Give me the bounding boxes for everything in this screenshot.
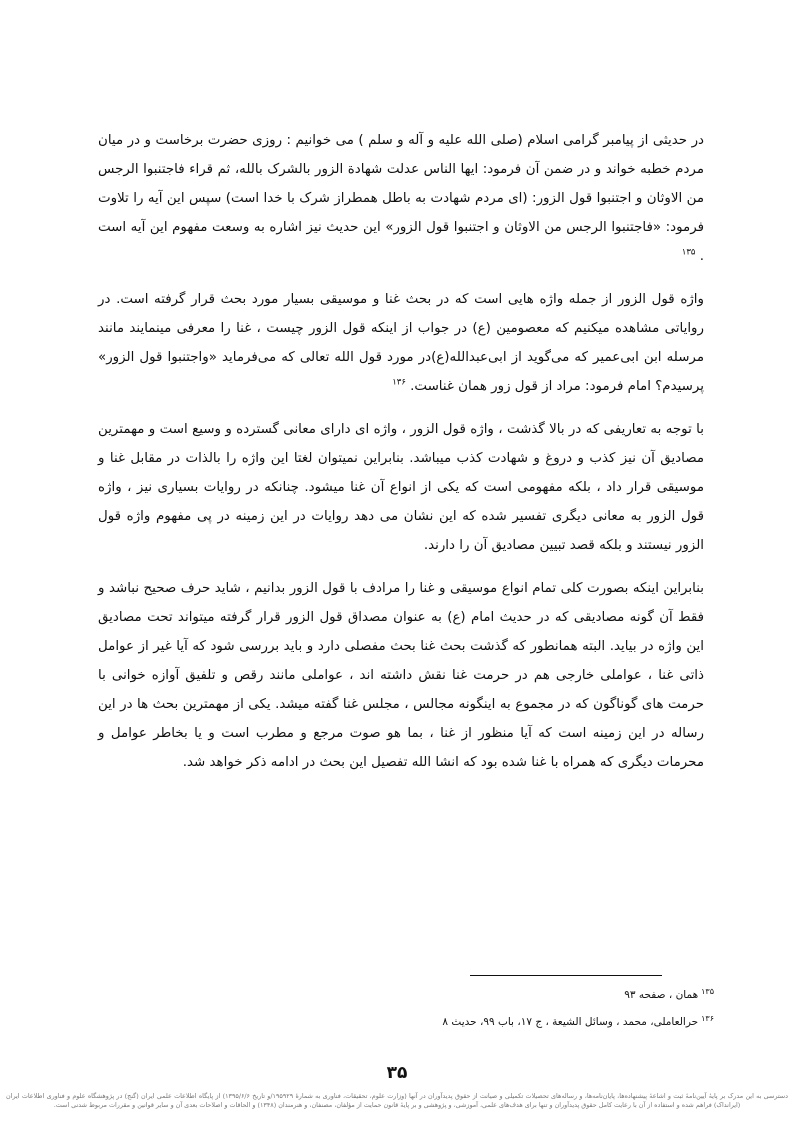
footnote-number: ۱۳۶ xyxy=(701,1013,714,1023)
paragraph-1-text: در حدیثی از پیامبر گرامی اسلام (صلی الله علیه و آله و سلم ) می خوانیم : روزی حضرت برخاست و در میان مردم خطبه خواند و در ضمن آن فرمود: ایها الناس عدلت شهادة الزور بالشرک بالله، ثم قراء فاجتنبوا الرجس من الاوثان و اجتنبوا قول الزور: (ای مردم شهادت به باطل همطراز شرک با خدا است) سپس این آیه را تلاوت فرمود: «فاجتنبوا الرجس من الاوثان و اجتنبوا قول الزور» این حدیث نیز اشاره به وسعت مفهوم این آیه است . xyxy=(98,133,704,264)
paragraph-1 xyxy=(98,126,704,271)
page-number: ۳۵ xyxy=(386,1063,408,1083)
paragraph-2-text: واژه قول الزور از جمله واژه هایی است که در بحث غنا و موسیقی بسیار مورد بحث قرار گرفته است. در روایاتی مشاهده میکنیم که معصومین (ع) در جواب از اینکه قول الزور چیست ، غنا را معرفی مینمایند مانند مرسله ابن ابی‌عمیر که می‌گوید از ابی‌عبدالله(ع)در مورد قول الله تعالی که می‌فرماید «واجتنبوا قول الزور» پرسیدم؟ امام فرمود: مراد از قول زور همان غناست. xyxy=(98,292,704,394)
paragraph-2 xyxy=(98,285,704,401)
footnote-text: حرالعاملی، محمد ، وسائل الشیعة ، ج ۱۷، باب ۹۹، حدیث ۸ xyxy=(442,1016,699,1028)
footnote-135 xyxy=(314,982,714,1009)
footnote-ref-135[interactable]: ۱۳۵ xyxy=(681,247,696,258)
paragraph-3-text: با توجه به تعاریفی که در بالا گذشت ، واژه قول الزور ، واژه ای دارای معانی گسترده و وسیع است و مهمترین مصادیق آن نیز کذب و دروغ و شهادت کذب میباشد. بنابراین نمیتوان لغتا این واژه را بالذات در مقابل غنا و موسیقی قرار داد ، بلکه مفهومی است که یکی از انواع آن غنا میشود. چنانکه در روایات بسیاری نیز ، واژه قول الزور به معانی دیگری تفسیر شده که این نشان می دهد روایات در این زمینه در پی مفهوم واژه قول الزور نیستند و بلکه قصد تبیین مصادیق آن را دارند. xyxy=(98,422,704,553)
footnote-136 xyxy=(314,1009,714,1036)
paragraph-4-text: بنابراین اینکه بصورت کلی تمام انواع موسیقی و غنا را مرادف با قول الزور بدانیم ، شاید حرف صحیح نباشد و فقط آن گونه مصادیقی که در حدیث امام (ع) به عنوان مصداق قول الزور قرار گرفته میتواند تحت مصادیق این واژه در بیاید. البته همانطور که گذشت بحث غنا بحث مفصلی دارد و باید بررسی شود که آیا غیر از عوامل ذاتی غنا ، عواملی خارجی هم در حرمت غنا نقش داشته اند ، عواملی مانند رقص و تلفیق آوازه خوانی با حرمت های گوناگون که در مجموع به اینگونه مجالس ، مجلس غنا گفته میشد. یکی از مهمترین بحث ها در این رساله در این زمینه است که آیا منظور از غنا ، بما هو صوت مرجع و مطرب است و یا بخاطر عوامل و محرمات دیگری که همراه با غنا شده بود که انشا الله تفصیل این بحث در ادامه ذکر خواهد شد. xyxy=(98,581,704,770)
body-text xyxy=(98,126,704,791)
copyright-disclaimer: دسترسی به این مدرک بر پایهٔ آیین‌نامهٔ ثبت و اشاعهٔ پیشنهاده‌ها، پایان‌نامه‌ها، و رساله‌های تحصیلات تکمیلی و صیانت از حقوق پدیدآوران در آنها (وزارت علوم، تحقیقات، فناوری به شمارهٔ ۱۹۵۹۲۹/و تاریخ ۱۳۹۵/۶/۶) از پایگاه اطلاعات علمی ایران (گنج) در پژوهشگاه علوم و فناوری اطلاعات ایران (ایرانداک) فراهم شده و استفاده از آن با رعایت کامل حقوق پدیدآوران و تنها برای هدف‌های علمی، آموزشی، و پژوهشی و بر پایهٔ قانون حمایت از مؤلفان، مصنفان، و هنرمندان (۱۳۴۸) و الحاقات و اصلاحات بعدی آن و سایر قوانین و مقررات مربوط شدنی است. xyxy=(6,1092,788,1109)
footnotes xyxy=(314,982,714,1036)
footnote-text: همان ، صفحه ۹۳ xyxy=(624,989,699,1001)
footnote-divider xyxy=(470,975,662,976)
footnote-ref-136[interactable]: ۱۳۶ xyxy=(392,377,406,388)
paragraph-4 xyxy=(98,574,704,777)
paragraph-3 xyxy=(98,415,704,560)
footnote-number: ۱۳۵ xyxy=(701,986,714,996)
